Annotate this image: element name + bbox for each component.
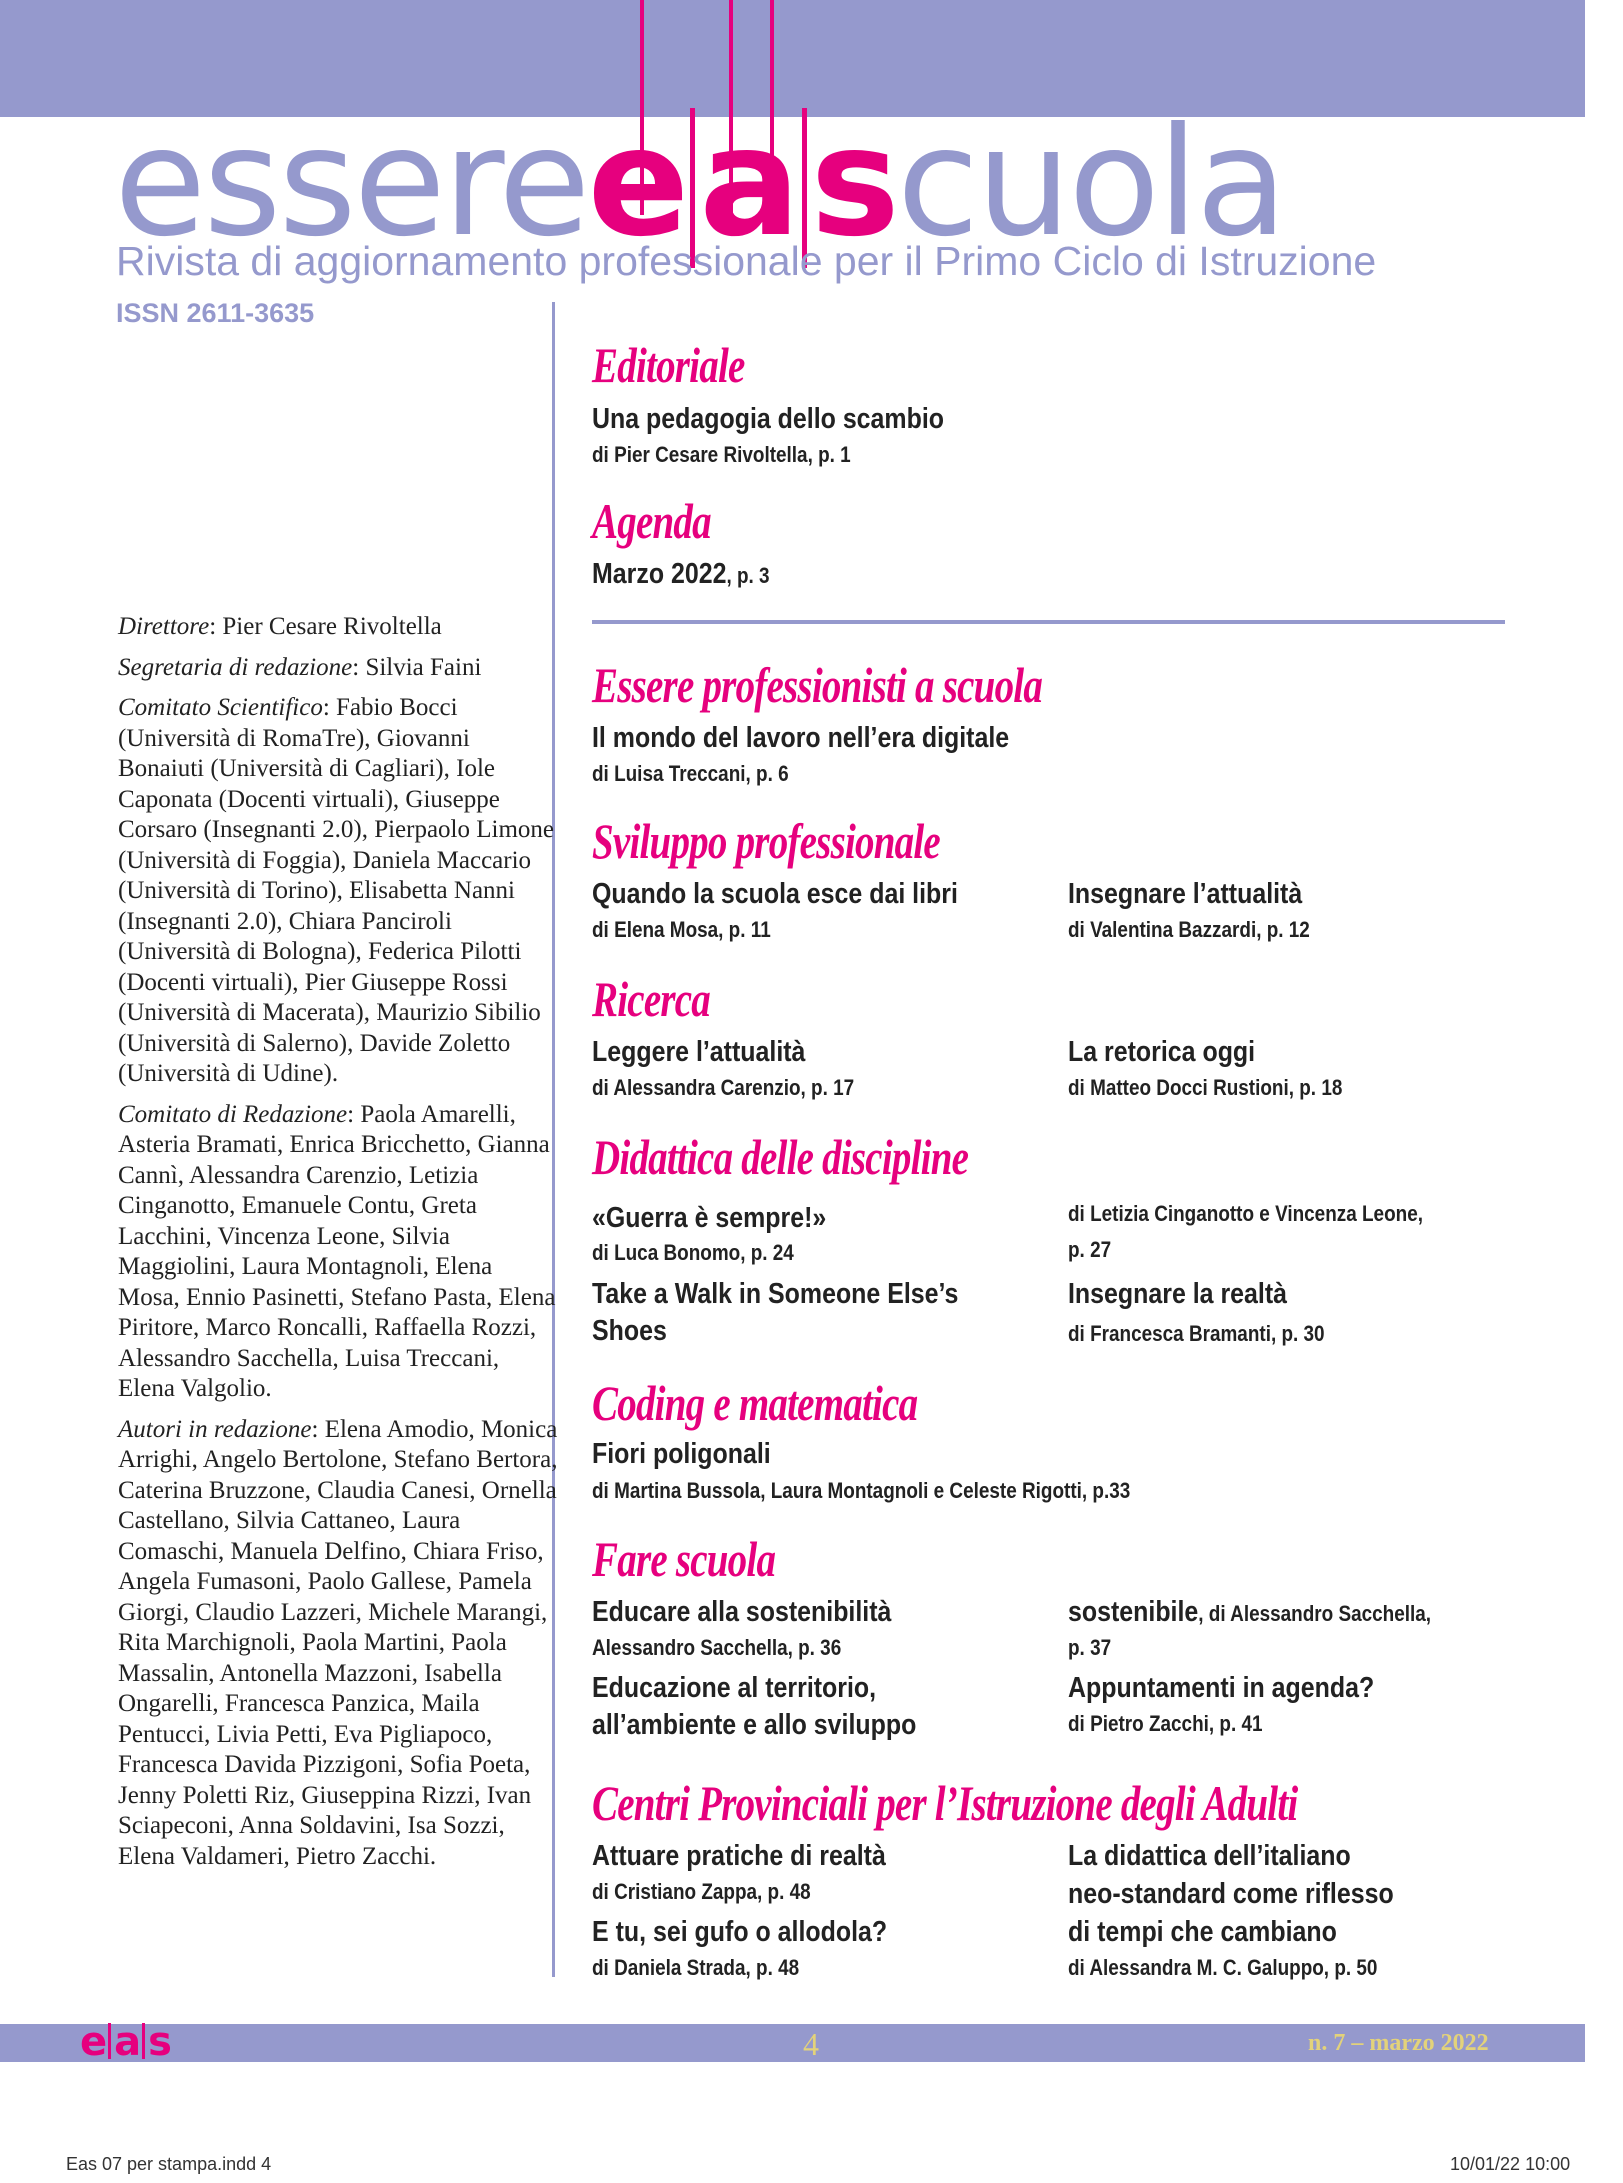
masthead-s: s bbox=[810, 96, 897, 270]
article-author: di Luca Bonomo, p. 24 bbox=[592, 1240, 794, 1265]
article-title[interactable]: Attuare pratiche di realtà bbox=[592, 1840, 886, 1872]
logo-s: s bbox=[148, 2019, 170, 2065]
page-number: 4 bbox=[803, 2026, 819, 2062]
article-author: di Alessandra M. C. Galuppo, p. 50 bbox=[1068, 1955, 1378, 1980]
comitato-redazione: Comitato di Redazione: Paola Amarelli, Asteria Bramati, Enrica Bricchetto, Gianna Cannì, Alessandra Carenzio, Letizia Cinganotto, Emanuele Contu, Greta Lacchini, Vincenza Leone, Silvia Maggiolini, Laura Montagnoli, Elena Mosa, Ennio Pasinetti, Stefano Pasta, Elena Piritore, Marco Roncalli, Raffaella Rozzi, Alessandro Sacchella, Luisa Treccani, Elena Valgolio. bbox=[118, 1100, 556, 1402]
article-title[interactable]: all’ambiente e allo sviluppo bbox=[592, 1709, 917, 1741]
article-title[interactable]: Educazione al territorio, bbox=[592, 1672, 877, 1704]
issn: ISSN 2611-3635 bbox=[116, 298, 315, 328]
article-author: di Valentina Bazzardi, p. 12 bbox=[1068, 917, 1310, 942]
segretaria: Segretaria di redazione: Silvia Faini bbox=[118, 653, 482, 681]
issue-label: n. 7 – marzo 2022 bbox=[1308, 2030, 1489, 2056]
article-title[interactable]: Fiori poligonali bbox=[592, 1438, 771, 1470]
article-author: di Alessandra Carenzio, p. 17 bbox=[592, 1075, 855, 1100]
masthead-e: e bbox=[587, 96, 687, 270]
article-author: di Elena Mosa, p. 11 bbox=[592, 917, 771, 942]
label: Comitato Scientifico bbox=[118, 694, 323, 721]
article-title[interactable]: Insegnare la realtà bbox=[1068, 1278, 1288, 1310]
article-title[interactable] bbox=[1068, 1594, 1431, 1632]
section-editoriale: Editoriale bbox=[592, 337, 745, 393]
article-author: , di Alessandro Sacchella, bbox=[1198, 1601, 1432, 1626]
article-title[interactable]: di tempi che cambiano bbox=[1068, 1916, 1337, 1948]
label: Comitato di Redazione bbox=[118, 1100, 348, 1128]
section-ricerca: Ricerca bbox=[592, 971, 710, 1027]
article-author: di Letizia Cinganotto e Vincenza Leone, bbox=[1068, 1201, 1423, 1226]
section-didattica: Didattica delle discipline bbox=[592, 1129, 969, 1185]
article-title[interactable]: Take a Walk in Someone Else’s bbox=[592, 1278, 959, 1310]
article-author: Alessandro Sacchella, p. 36 bbox=[592, 1635, 842, 1660]
article-author: di Pier Cesare Rivoltella, p. 1 bbox=[592, 442, 851, 467]
article-title[interactable]: La retorica oggi bbox=[1068, 1036, 1256, 1068]
value: Pier Cesare Rivoltella bbox=[222, 613, 442, 640]
article-author: di Daniela Strada, p. 48 bbox=[592, 1955, 800, 1980]
section-coding: Coding e matematica bbox=[592, 1375, 918, 1431]
logo-bar bbox=[142, 2023, 145, 2059]
section-divider bbox=[592, 620, 1505, 624]
article-title[interactable] bbox=[592, 556, 770, 594]
article-author: di Luisa Treccani, p. 6 bbox=[592, 761, 789, 786]
direttore: Direttore: Pier Cesare Rivoltella bbox=[118, 613, 442, 640]
agenda-page: , p. 3 bbox=[726, 563, 770, 588]
title-text: sostenibile bbox=[1068, 1596, 1199, 1628]
article-title[interactable]: Quando la scuola esce dai libri bbox=[592, 878, 958, 910]
article-author: di Cristiano Zappa, p. 48 bbox=[592, 1879, 811, 1904]
article-title[interactable]: Shoes bbox=[592, 1315, 667, 1347]
masthead-essere: essere bbox=[114, 96, 588, 270]
article-author: di Francesca Bramanti, p. 30 bbox=[1068, 1321, 1325, 1346]
value: Fabio Bocci (Università di RomaTre), Giovanni Bonaiuti (Università di Cagliari), Iole Caponata (Docenti virtuali), Giuseppe Corsaro (Insegnanti 2.0), Pierpaolo Limone (Università di Foggia), Daniela Maccario (Università di Torino), Elisabetta Nanni (Insegnanti 2.0), Chiara Panciroli (Università di Bologna), Federica Pilotti (Docenti virtuali), Pier Giuseppe Rossi (Università di Macerata), Maurizio Sibilio (Università di Salerno), Davide Zoletto (Università di Udine). bbox=[118, 694, 555, 1087]
value: Elena Amodio, Monica Arrighi, Angelo Bertolone, Stefano Bertora, Caterina Bruzzone, Claudia Canesi, Ornella Castellano, Silvia Cattaneo, Laura Comaschi, Manuela Delfino, Chiara Friso, Angela Fumasoni, Paolo Gallese, Pamela Giorgi, Claudio Lazzeri, Michele Marangi, Rita Marchignoli, Paola Martini, Paola Massalin, Antonella Mazzoni, Isabella Ongarelli, Francesca Panzica, Maila Pentucci, Livia Petti, Eva Pigliapoco, Francesca Davida Pizzigoni, Sofia Poeta, Jenny Poletti Riz, Giuseppina Rizzi, Ivan Sciapeconi, Anna Soldavini, Isa Sozzi, Elena Valdameri, Pietro Zacchi. bbox=[118, 1415, 558, 1870]
article-title[interactable]: E tu, sei gufo o allodola? bbox=[592, 1916, 888, 1948]
masthead-cuola: cuola bbox=[896, 96, 1285, 270]
article-title[interactable]: Insegnare l’attualità bbox=[1068, 878, 1303, 910]
label: Direttore bbox=[118, 613, 210, 640]
article-title[interactable]: Educare alla sostenibilità bbox=[592, 1596, 892, 1628]
logo-e: e bbox=[80, 2019, 106, 2065]
logo-bar bbox=[108, 2023, 111, 2059]
article-author: p. 27 bbox=[1068, 1237, 1112, 1262]
agenda-title: Marzo 2022 bbox=[592, 558, 727, 590]
section-professionisti: Essere professionisti a scuola bbox=[592, 657, 1043, 713]
print-slug-date: 10/01/22 10:00 bbox=[1450, 2154, 1571, 2174]
article-author: di Martina Bussola, Laura Montagnoli e Celeste Rigotti, p.33 bbox=[592, 1478, 1131, 1503]
print-slug-file: Eas 07 per stampa.indd 4 bbox=[66, 2154, 272, 2174]
footer-logo bbox=[80, 2019, 170, 2065]
article-title[interactable]: Il mondo del lavoro nell’era digitale bbox=[592, 722, 1010, 754]
label: Segretaria di redazione bbox=[118, 653, 353, 681]
article-title[interactable]: «Guerra è sempre!» bbox=[592, 1202, 827, 1234]
value: Silvia Faini bbox=[365, 653, 482, 681]
value: Paola Amarelli, Asteria Bramati, Enrica Bricchetto, Gianna Cannì, Alessandra Carenzio, Letizia Cinganotto, Emanuele Contu, Greta Lacchini, Vincenza Leone, Silvia Maggiolini, Laura Montagnoli, Elena Mosa, Ennio Pasinetti, Stefano Pasta, Elena Piritore, Marco Roncalli, Raffaella Rozzi, Alessandro Sacchella, Luisa Treccani, Elena Valgolio. bbox=[118, 1100, 556, 1402]
article-author: p. 37 bbox=[1068, 1635, 1112, 1660]
article-author: di Pietro Zacchi, p. 41 bbox=[1068, 1711, 1263, 1736]
article-title[interactable]: neo-standard come riflesso bbox=[1068, 1878, 1394, 1910]
autori-redazione: Autori in redazione: Elena Amodio, Monica Arrighi, Angelo Bertolone, Stefano Bertora, Caterina Bruzzone, Claudia Canesi, Ornella Castellano, Silvia Cattaneo, Laura Comaschi, Manuela Delfino, Chiara Friso, Angela Fumasoni, Paolo Gallese, Pamela Giorgi, Claudio Lazzeri, Michele Marangi, Rita Marchignoli, Paola Martini, Paola Massalin, Antonella Mazzoni, Isabella Ongarelli, Francesca Panzica, Maila Pentucci, Livia Petti, Eva Pigliapoco, Francesca Davida Pizzigoni, Sofia Poeta, Jenny Poletti Riz, Giuseppina Rizzi, Ivan Sciapeconi, Anna Soldavini, Isa Sozzi, Elena Valdameri, Pietro Zacchi. bbox=[118, 1415, 558, 1870]
journal-subtitle: Rivista di aggiornamento professionale per il Primo Ciclo di Istruzione bbox=[116, 238, 1377, 284]
section-agenda: Agenda bbox=[592, 493, 711, 549]
section-fare-scuola: Fare scuola bbox=[592, 1531, 776, 1587]
label: Autori in redazione bbox=[118, 1415, 312, 1443]
section-sviluppo: Sviluppo professionale bbox=[592, 813, 940, 869]
article-title[interactable]: Appuntamenti in agenda? bbox=[1068, 1672, 1375, 1704]
article-title[interactable]: Una pedagogia dello scambio bbox=[592, 403, 945, 435]
article-author: di Matteo Docci Rustioni, p. 18 bbox=[1068, 1075, 1343, 1100]
section-cpia: Centri Provinciali per l’Istruzione degli Adulti bbox=[592, 1775, 1298, 1831]
comitato-scientifico: Comitato Scientifico: Fabio Bocci (Università di RomaTre), Giovanni Bonaiuti (Università di Cagliari), Iole Caponata (Docenti virtuali), Giuseppe Corsaro (Insegnanti 2.0), Pierpaolo Limone (Università di Foggia), Daniela Maccario (Università di Torino), Elisabetta Nanni (Insegnanti 2.0), Chiara Panciroli (Università di Bologna), Federica Pilotti (Docenti virtuali), Pier Giuseppe Rossi (Università di Macerata), Maurizio Sibilio (Università di Salerno), Davide Zoletto (Università di Udine). bbox=[118, 694, 555, 1087]
article-title[interactable]: La didattica dell’italiano bbox=[1068, 1840, 1351, 1872]
masthead-a: a bbox=[699, 96, 798, 270]
logo-a: a bbox=[114, 2019, 140, 2065]
editorial-staff bbox=[118, 612, 558, 1882]
article-title[interactable]: Leggere l’attualità bbox=[592, 1036, 806, 1068]
